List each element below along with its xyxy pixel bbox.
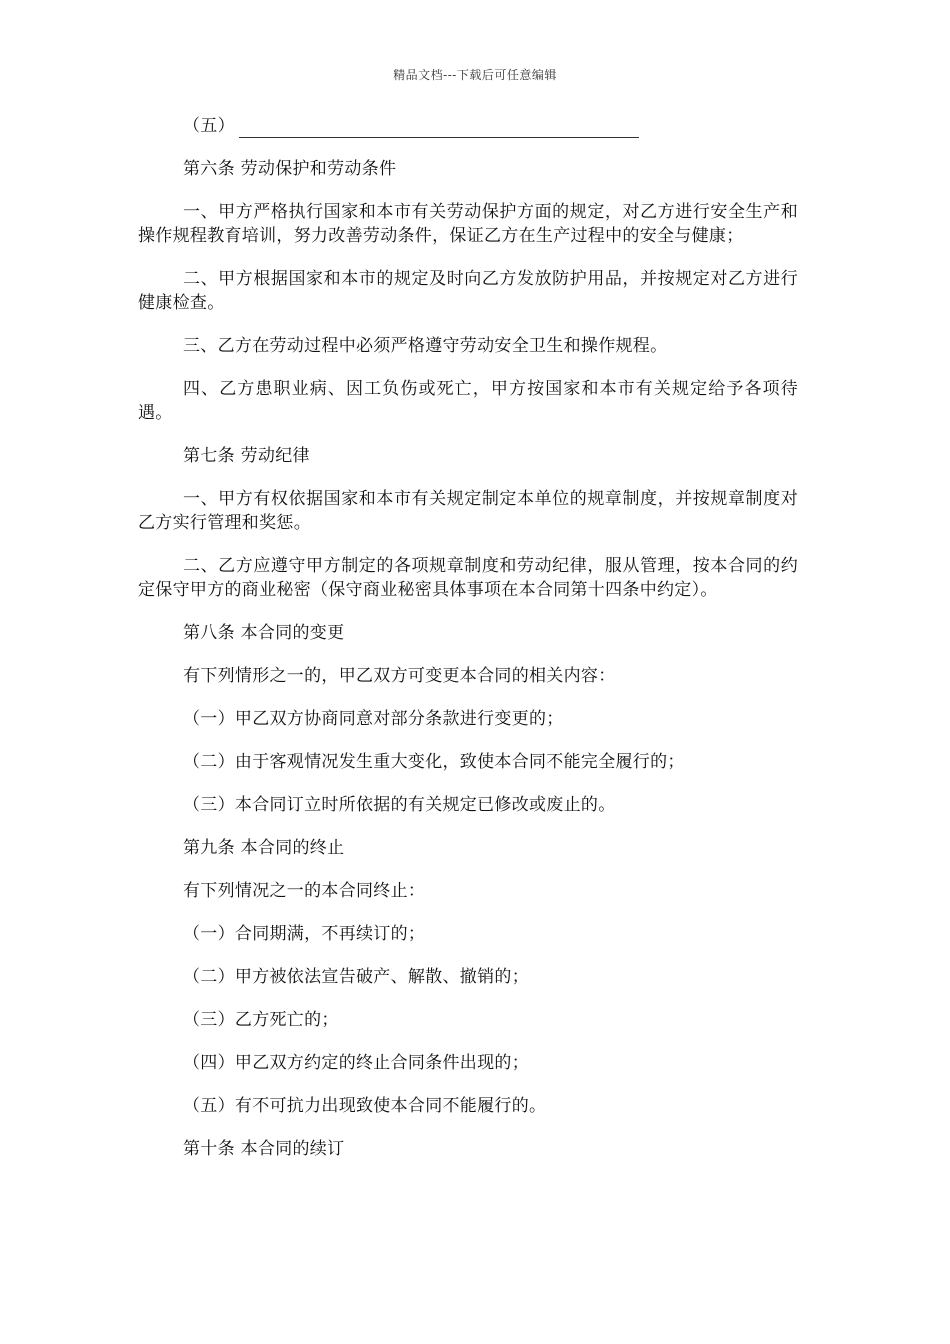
article-8-heading: 第八条 本合同的变更 — [183, 623, 345, 643]
article-10-heading: 第十条 本合同的续订 — [183, 1139, 345, 1159]
fill-in-blank-line — [239, 120, 639, 138]
article-9-item-3: （三）乙方死亡的； — [183, 1010, 339, 1030]
article-8-item-1: （一）甲乙双方协商同意对部分条款进行变更的； — [183, 709, 564, 729]
article-6-item-1: 一、甲方严格执行国家和本市有关劳动保护方面的规定，对乙方进行安全生产和操作规程教育培训，努力改善劳动条件，保证乙方在生产过程中的安全与健康； — [138, 202, 798, 246]
page-header: 精品文档---下载后可任意编辑 — [393, 68, 557, 82]
article-9-item-1: （一）合同期满，不再续订的； — [183, 924, 426, 944]
article-9-item-4: （四）甲乙双方约定的终止合同条件出现的； — [183, 1053, 529, 1073]
article-9-item-5: （五）有不可抗力出现致使本合同不能履行的。 — [183, 1096, 547, 1116]
article-8-intro: 有下列情形之一的，甲乙双方可变更本合同的相关内容： — [183, 666, 616, 686]
article-7-item-2: 二、乙方应遵守甲方制定的各项规章制度和劳动纪律，服从管理，按本合同的约定保守甲方的商业秘密（保守商业秘密具体事项在本合同第十四条中约定）。 — [138, 556, 798, 600]
article-8-item-2: （二）由于客观情况发生重大变化，致使本合同不能完全履行的； — [183, 752, 685, 772]
article-6-item-4: 四、乙方患职业病、因工负伤或死亡，甲方按国家和本市有关规定给予各项待遇。 — [138, 379, 798, 423]
article-7-item-1: 一、甲方有权依据国家和本市有关规定制定本单位的规章制度，并按规章制度对乙方实行管理和奖惩。 — [138, 489, 798, 533]
article-6-item-3: 三、乙方在劳动过程中必须严格遵守劳动安全卫生和操作规程。 — [183, 336, 668, 356]
article-9-intro: 有下列情况之一的本合同终止： — [183, 881, 426, 901]
article-9-heading: 第九条 本合同的终止 — [183, 838, 345, 858]
article-7-heading: 第七条 劳动纪律 — [183, 446, 310, 466]
article-6-heading: 第六条 劳动保护和劳动条件 — [183, 159, 397, 179]
article-9-item-2: （二）甲方被依法宣告破产、解散、撤销的； — [183, 967, 529, 987]
article-6-item-2: 二、甲方根据国家和本市的规定及时向乙方发放防护用品，并按规定对乙方进行健康检查。 — [138, 269, 798, 313]
article-8-item-3: （三）本合同订立时所依据的有关规定已修改或废止的。 — [183, 795, 616, 815]
clause-5-item-blank: （五） — [138, 114, 798, 138]
document-body — [138, 114, 798, 1180]
